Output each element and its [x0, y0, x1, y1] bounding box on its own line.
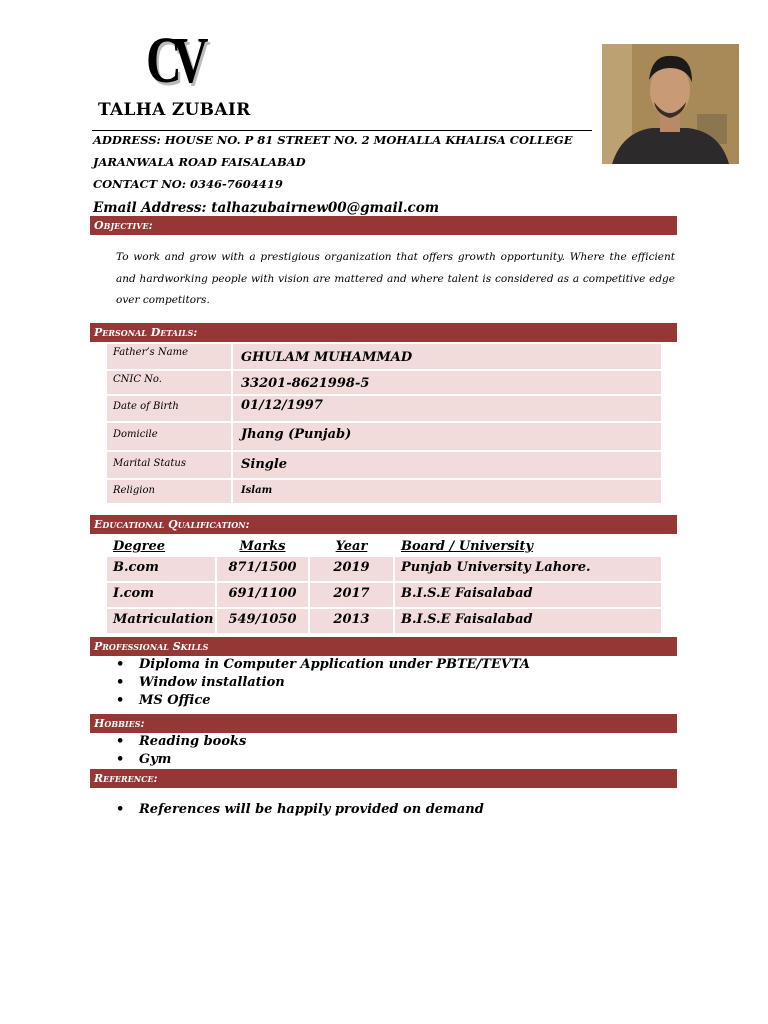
personal-value: Single	[241, 457, 288, 472]
address-line-1: ADDRESS: HOUSE NO. P 81 STREET NO. 2 MOHALLA KHALISA COLLEGE	[93, 133, 573, 147]
education-row	[106, 608, 662, 634]
personal-label: Religion	[107, 480, 233, 503]
contact-number: CONTACT NO: 0346-7604419	[93, 177, 283, 191]
skills-list	[116, 656, 530, 710]
cv-logo: CV	[146, 24, 200, 97]
education-board: Punjab University Lahore.	[394, 556, 662, 582]
personal-label: Date of Birth	[107, 396, 233, 421]
personal-value: 01/12/1997	[241, 398, 323, 413]
list-item: • References will be happily provided on demand	[116, 801, 484, 819]
profile-photo	[602, 44, 739, 164]
personal-value: 33201-8621998-5	[241, 376, 370, 391]
education-marks: 691/1100	[216, 582, 309, 608]
objective-text: To work and grow with a prestigious organization that offers growth opportunity. Where the efficient and hardworking people with vision are mattered and where talent is considered as a competitive edge over competitors.	[116, 251, 675, 306]
email-address: Email Address: talhazubairnew00@gmail.com	[93, 200, 440, 216]
education-degree: I.com	[106, 582, 216, 608]
education-board: B.I.S.E Faisalabad	[394, 608, 662, 634]
personal-row-dob	[106, 395, 662, 422]
header-divider	[92, 130, 592, 131]
education-board: B.I.S.E Faisalabad	[394, 582, 662, 608]
education-col-board: Board / University	[394, 535, 662, 556]
personal-row-marital	[106, 451, 662, 479]
education-degree: Matriculation	[106, 608, 216, 634]
education-year: 2019	[309, 556, 394, 582]
list-item: • Diploma in Computer Application under PBTE/TEVTA	[116, 656, 530, 674]
education-col-marks: Marks	[216, 535, 309, 556]
education-marks: 871/1500	[216, 556, 309, 582]
education-row	[106, 582, 662, 608]
education-marks: 549/1050	[216, 608, 309, 634]
personal-label: Domicile	[107, 423, 233, 450]
list-item: • Window installation	[116, 674, 530, 692]
education-col-year: Year	[309, 535, 394, 556]
personal-label: Father’s Name	[107, 344, 233, 369]
section-education: Educational Qualification:	[90, 515, 677, 534]
section-professional-skills: Professional Skills	[90, 637, 677, 656]
personal-row-cnic	[106, 370, 662, 395]
education-year: 2013	[309, 608, 394, 634]
personal-row-religion	[106, 479, 662, 504]
education-header-row	[106, 535, 662, 556]
personal-label: CNIC No.	[107, 371, 233, 394]
section-hobbies: Hobbies:	[90, 714, 677, 733]
list-item: • Reading books	[116, 733, 246, 751]
personal-value: GHULAM MUHAMMAD	[241, 350, 413, 365]
list-item: • MS Office	[116, 692, 530, 710]
section-reference: Reference:	[90, 769, 677, 788]
personal-row-domicile	[106, 422, 662, 451]
education-year: 2017	[309, 582, 394, 608]
personal-value: Jhang (Punjab)	[241, 427, 352, 442]
education-col-degree: Degree	[106, 535, 216, 556]
candidate-name: TALHA ZUBAIR	[98, 100, 251, 120]
hobbies-list	[116, 733, 246, 769]
address-line-2: JARANWALA ROAD FAISALABAD	[93, 155, 306, 169]
education-row	[106, 556, 662, 582]
reference-list	[116, 801, 484, 819]
personal-label: Marital Status	[107, 452, 233, 478]
education-degree: B.com	[106, 556, 216, 582]
section-objective: Objective:	[90, 216, 677, 235]
section-personal-details: Personal Details:	[90, 323, 677, 342]
personal-row-father	[106, 343, 662, 370]
list-item: • Gym	[116, 751, 246, 769]
personal-value: Islam	[241, 485, 273, 496]
